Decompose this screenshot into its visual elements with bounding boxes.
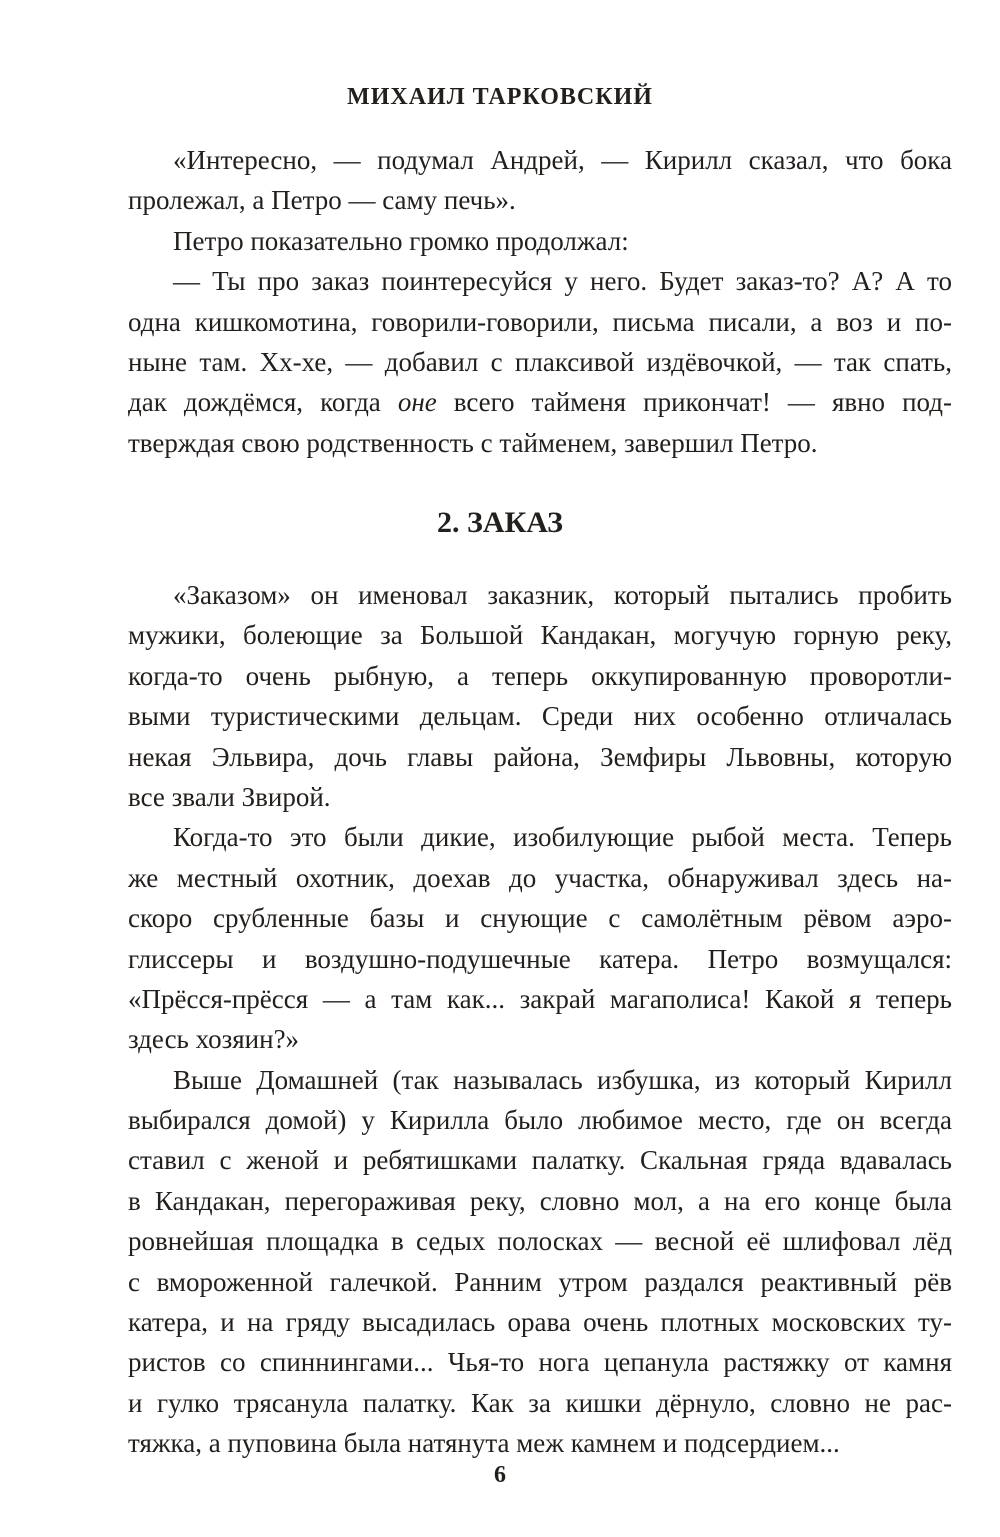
text-line: некая Эльвира, дочь главы района, Земфиры Львовны, которую — [128, 741, 952, 772]
text-line: катера, и на гряду высадилась орава очень плотных московских ту- — [128, 1307, 952, 1338]
text-line: скоро срубленные базы и снующие с самолётным рёвом аэро- — [128, 903, 952, 934]
text-line: ныне там. Хх-хе, — добавил с плаксивой издёвочкой, — так спать, — [128, 346, 952, 377]
text-line: Выше Домашней (так называлась избушка, из который Кирилл — [173, 1064, 952, 1095]
text-line: выми туристическими дельцам. Среди них особенно отличалась — [128, 701, 952, 732]
text-line: пролежал, а Петро — саму печь». — [128, 185, 516, 216]
text-line: одна кишкомотина, говорили-говорили, письма писали, а воз и по- — [128, 306, 952, 337]
text-line: в Кандакан, перегораживая реку, словно мол, а на его конце была — [128, 1185, 952, 1216]
text-line: и гулко трясанула палатку. Как за кишки дёрнуло, словно не рас- — [128, 1387, 952, 1418]
text-line: выбирался домой) у Кирилла было любимое место, где он всегда — [128, 1105, 952, 1136]
text-line: Петро показательно громко продолжал: — [173, 225, 629, 256]
text-line: когда-то очень рыбную, а теперь оккупированную проворотли- — [128, 660, 952, 691]
page-number: 6 — [494, 1462, 506, 1488]
running-head: МИХАИЛ ТАРКОВСКИЙ — [347, 84, 653, 110]
text-line: Когда-то это были дикие, изобилующие рыбой места. Теперь — [173, 822, 952, 853]
text-line: же местный охотник, доехав до участка, обнаруживал здесь на- — [128, 862, 952, 893]
section-1-text — [128, 140, 952, 463]
text-line: ставил с женой и ребятишками палатку. Скальная гряда вдавалась — [128, 1145, 952, 1176]
section-2-text — [128, 575, 952, 1464]
text-line: «Интересно, — подумал Андрей, — Кирилл сказал, что бока — [173, 145, 952, 175]
text-line: «Прёсся-прёсся — а там как... закрай магаполиса! Какой я теперь — [128, 983, 952, 1014]
text-line: тяжка, а пуповина была натянута меж камнем и подсердием... — [128, 1428, 840, 1459]
text-line: все звали Звирой. — [128, 781, 331, 812]
text-line: здесь хозяин?» — [128, 1024, 300, 1055]
text-line: ровнейшая площадка в седых полосках — весной её шлифовал лёд — [128, 1226, 952, 1257]
chapter-heading: 2. ЗАКАЗ — [436, 506, 563, 539]
text-line: ристов со спиннингами... Чья-то нога цепанула растяжку от камня — [128, 1347, 952, 1378]
text-line: глиссеры и воздушно-подушечные катера. Петро возмущался: — [128, 943, 952, 974]
text-line: с вмороженной галечкой. Ранним утром раздался реактивный рёв — [128, 1266, 952, 1297]
text-line: дак дождёмся, когда оне всего тайменя прикончат! — явно под- — [128, 387, 952, 418]
text-line: тверждая свою родственность с тайменем, завершил Петро. — [128, 427, 818, 458]
text-line: мужики, болеющие за Большой Кандакан, могучую горную реку, — [128, 620, 952, 651]
text-line: — Ты про заказ поинтересуйся у него. Будет заказ-то? А? А то — [173, 266, 952, 297]
text-line: «Заказом» он именовал заказник, который пытались пробить — [173, 580, 952, 610]
italic-word: оне — [397, 387, 437, 418]
